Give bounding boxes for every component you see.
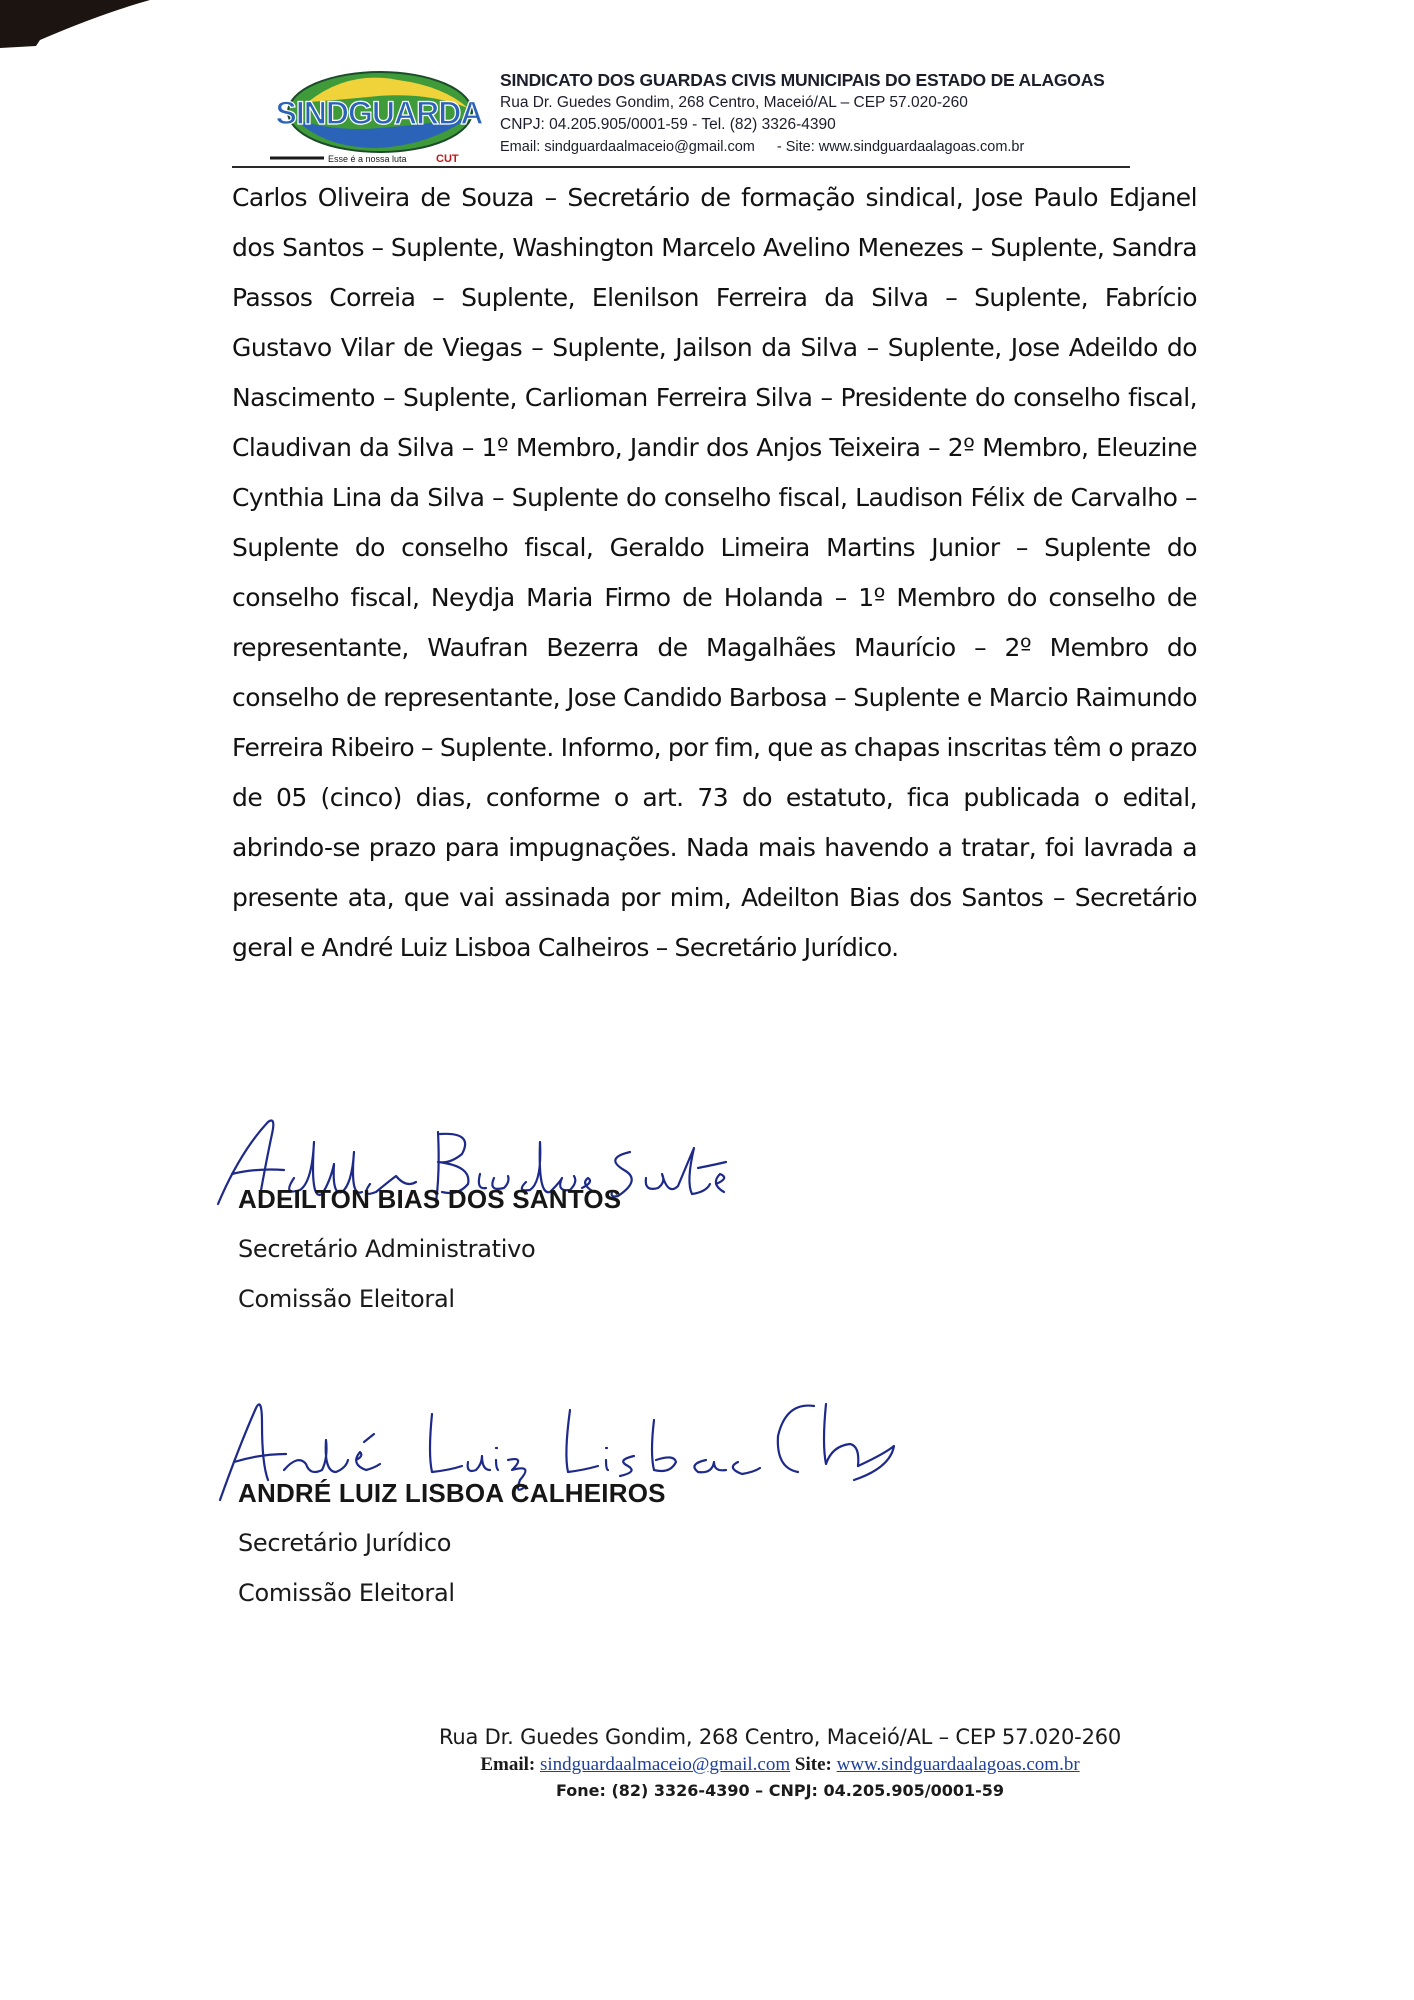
footer-phone-cnpj: Fone: (82) 3326-4390 – CNPJ: 04.205.905/0001-59 — [555, 1781, 1005, 1800]
letterhead-cnpj-phone: CNPJ: 04.205.905/0001-59 - Tel. (82) 3326-4390 — [500, 116, 836, 133]
scan-edge-shadow — [0, 0, 160, 50]
footer-site-link[interactable]: www.sindguardaalagoas.com.br — [836, 1754, 1080, 1775]
letterhead-divider — [232, 166, 1130, 168]
signatory-name: ADEILTON BIAS DOS SANTOS — [238, 1184, 622, 1214]
page-footer — [250, 1722, 1310, 1804]
signatory-committee: Comissão Eleitoral — [238, 1579, 455, 1607]
signatory-committee: Comissão Eleitoral — [238, 1285, 455, 1313]
logo-motto: Esse é a nossa luta — [328, 154, 407, 164]
minutes-paragraph: Carlos Oliveira de Souza – Secretário de formação sindical, Jose Paulo Edjanel dos Santos – Suplente, Washington Marcelo Avelino Menezes – Suplente, Sandra Passos Correia – Suplente, Elenilson Ferreira da Silva – Suplente, Fabrício Gustavo Vilar de Viegas – Suplente, Jailson da Silva – Suplente, Jose Adeildo do Nascimento – Suplente, Carlioman Ferreira Silva – Presidente do conselho fiscal, Claudivan da Silva – 1º Membro, Jandir dos Anjos Teixeira – 2º Membro, Eleuzine Cynthia Lina da Silva – Suplente do conselho fiscal, Laudison Félix de Carvalho – Suplente do conselho fiscal, Geraldo Limeira Martins Junior – Suplente do conselho fiscal, Neydja Maria Firmo de Holanda – 1º Membro do conselho de representante, Waufran Bezerra de Magalhães Maurício – 2º Membro do conselho de representante, Jose Candido Barbosa – Suplente e Marcio Raimundo Ferreira Ribeiro – Suplente. Informo, por fim, que as chapas inscritas têm o prazo de 05 (cinco) dias, conforme o art. 73 do estatuto, fica publicada o edital, abrindo-se prazo para impugnações. Nada mais havendo a tratar, foi lavrada a presente ata, que vai assinada por mim, Adeilton Bias dos Santos – Secretário geral e André Luiz Lisboa Calheiros – Secretário Jurídico. — [232, 183, 1197, 962]
footer-email-link[interactable]: sindguardaalmaceio@gmail.com — [539, 1754, 791, 1775]
footer-email-label: Email: — [480, 1754, 536, 1775]
footer-site-label: Site: — [794, 1754, 832, 1775]
organization-name: SINDICATO DOS GUARDAS CIVIS MUNICIPAIS DO ESTADO DE ALAGOAS — [500, 70, 1105, 90]
footer-address: Rua Dr. Guedes Gondim, 268 Centro, Maceió/AL – CEP 57.020-260 — [438, 1725, 1122, 1749]
letterhead-contact — [500, 136, 1220, 158]
signatory-1 — [238, 1174, 838, 1324]
letterhead-info — [500, 68, 1220, 158]
footer-links — [250, 1752, 1310, 1778]
signatory-name: ANDRÉ LUIZ LISBOA CALHEIROS — [238, 1478, 666, 1508]
union-logo — [268, 62, 490, 166]
letterhead-site: - Site: www.sindguardaalagoas.com.br — [776, 139, 1025, 155]
logo-affiliation: CUT — [436, 153, 459, 165]
signatory-2 — [238, 1468, 838, 1618]
letterhead-email: Email: sindguardaalmaceio@gmail.com — [500, 139, 755, 155]
signatory-role: Secretário Jurídico — [238, 1529, 452, 1557]
logo-wordmark: SINDGUARDA — [275, 95, 483, 131]
signatory-role: Secretário Administrativo — [238, 1235, 536, 1263]
letterhead-address: Rua Dr. Guedes Gondim, 268 Centro, Maceió/AL – CEP 57.020-260 — [500, 94, 968, 111]
